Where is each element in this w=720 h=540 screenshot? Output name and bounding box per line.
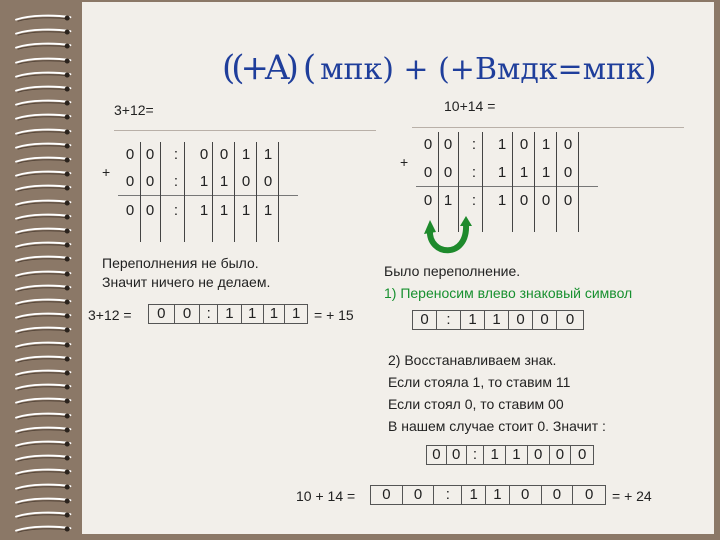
left-sum-line: [118, 195, 298, 196]
binder-ring-icon: [8, 397, 80, 405]
left-r1-digit: 1: [241, 146, 251, 163]
register-cell: 1: [291, 305, 301, 322]
left-r3-digit: 1: [219, 202, 229, 219]
binder-ring-icon: [8, 369, 80, 377]
binder-ring-icon: [8, 412, 80, 420]
right-r1-separator: :: [471, 136, 477, 153]
register-cell: 0: [565, 311, 575, 328]
step1-register: [412, 310, 584, 330]
right-r2-digit: 1: [519, 164, 529, 181]
register-separator: :: [467, 446, 485, 464]
left-r3-digit: 1: [199, 202, 209, 219]
right-r3-digit: 0: [519, 192, 529, 209]
right-r1-digit: 0: [443, 136, 453, 153]
right-r3-digit: 1: [443, 192, 453, 209]
binder-ring-icon: [8, 511, 80, 519]
binder-ring-icon: [8, 85, 80, 93]
binder-ring-icon: [8, 156, 80, 164]
register-cell: 1: [218, 305, 242, 323]
register-cell: 0: [149, 305, 175, 323]
right-col-divider: [482, 132, 483, 232]
register-cell: 0: [509, 311, 533, 329]
right-r2-digit: 0: [423, 164, 433, 181]
binder-ring-icon: [8, 99, 80, 107]
title-part-2: (: [302, 48, 313, 88]
left-r3-digit: 0: [125, 202, 135, 219]
right-r3-digit: 0: [541, 192, 551, 209]
right-r3-separator: :: [471, 192, 477, 209]
register-separator: :: [200, 305, 218, 323]
binder-ring-icon: [8, 241, 80, 249]
right-r2-separator: :: [471, 164, 477, 181]
right-plus-sign: +: [400, 154, 409, 170]
right-heading: 10+14 =: [444, 98, 496, 114]
binder-ring-icon: [8, 284, 80, 292]
left-col-divider: [140, 142, 141, 242]
left-plus-sign: +: [102, 164, 111, 180]
binder-ring-icon: [8, 270, 80, 278]
binder-ring-icon: [8, 255, 80, 263]
register-cell: 0: [584, 486, 594, 503]
left-r1-digit: 0: [199, 146, 209, 163]
binder-ring-icon: [8, 57, 80, 65]
binder-ring-icon: [8, 326, 80, 334]
right-r1-digit: 0: [519, 136, 529, 153]
left-r1-digit: 0: [145, 146, 155, 163]
left-r1-digit: 0: [125, 146, 135, 163]
step2-register: [426, 445, 594, 465]
register-cell: 0: [371, 486, 403, 504]
left-r1-digit: 0: [219, 146, 229, 163]
right-r2-digit: 0: [563, 164, 573, 181]
binder-ring-icon: [8, 298, 80, 306]
right-top-rule: [412, 127, 684, 128]
step-2-line-2: Если стояла 1, то ставим 11: [388, 374, 571, 390]
right-step-1: 1) Переносим влево знаковый символ: [384, 285, 633, 301]
left-r2-digit: 0: [241, 173, 251, 190]
right-col-divider: [556, 132, 557, 232]
right-r3-digit: 0: [563, 192, 573, 209]
left-r2-digit: 0: [263, 173, 273, 190]
binder-ring-icon: [8, 426, 80, 434]
right-r1-digit: 1: [541, 136, 551, 153]
right-r3-digit: 0: [423, 192, 433, 209]
binder-ring-icon: [8, 454, 80, 462]
register-cell: 1: [462, 486, 486, 504]
binder-ring-icon: [8, 71, 80, 79]
left-r2-digit: 0: [145, 173, 155, 190]
binder-ring-icon: [8, 440, 80, 448]
right-col-divider: [578, 132, 579, 232]
binder-ring-icon: [8, 113, 80, 121]
left-col-divider: [212, 142, 213, 242]
left-r2-separator: :: [173, 173, 179, 190]
left-result-suffix: = + 15: [314, 307, 354, 323]
register-cell: 1: [485, 311, 509, 329]
binder-ring-icon: [8, 497, 80, 505]
final-prefix: 10 + 14 =: [296, 488, 356, 504]
final-suffix: = + 24: [612, 488, 652, 504]
register-cell: 0: [175, 305, 201, 323]
right-col-divider: [512, 132, 513, 232]
register-cell: 0: [528, 446, 550, 464]
register-separator: :: [434, 486, 462, 504]
right-r2-digit: 0: [443, 164, 453, 181]
binder-ring-icon: [8, 341, 80, 349]
left-col-divider: [256, 142, 257, 242]
slide: [82, 2, 714, 534]
register-cell: 0: [550, 446, 572, 464]
title-part-3: мпк) + (+B: [320, 52, 497, 87]
left-top-rule: [114, 130, 376, 131]
left-col-divider: [160, 142, 161, 242]
step-2-line-3: Если стоял 0, то ставим 00: [388, 396, 564, 412]
register-cell: 1: [461, 311, 485, 329]
left-col-divider: [278, 142, 279, 242]
binder-ring-icon: [8, 383, 80, 391]
right-overflow-text: Было переполнение.: [384, 263, 521, 279]
register-cell: 0: [413, 311, 437, 329]
register-cell: 0: [403, 486, 435, 504]
binder-ring-icon: [8, 312, 80, 320]
left-r3-digit: 1: [263, 202, 273, 219]
register-cell: 1: [486, 486, 510, 504]
register-cell: 1: [484, 446, 506, 464]
title-part-4: мдк=мпк): [497, 52, 657, 87]
binder-ring-icon: [8, 468, 80, 476]
binder-ring-icon: [8, 525, 80, 533]
right-r3-digit: 1: [497, 192, 507, 209]
register-cell: 0: [542, 486, 574, 504]
slide-title: [222, 48, 656, 88]
right-r1-digit: 1: [497, 136, 507, 153]
register-cell: 1: [264, 305, 286, 323]
binder-ring-icon: [8, 128, 80, 136]
left-result-prefix: 3+12 =: [88, 307, 132, 323]
final-register: [370, 485, 606, 505]
left-r2-digit: 1: [219, 173, 229, 190]
step-2-line-1: 2) Восстанавливаем знак.: [388, 352, 557, 368]
register-separator: :: [437, 311, 461, 329]
register-cell: 0: [510, 486, 542, 504]
left-note-line-2: Значит ничего не делаем.: [102, 274, 271, 290]
binder-ring-icon: [8, 170, 80, 178]
binder-ring-icon: [8, 227, 80, 235]
binder-ring-icon: [8, 213, 80, 221]
binder-ring-icon: [8, 184, 80, 192]
register-cell: 1: [506, 446, 528, 464]
left-result-register: [148, 304, 308, 324]
binder-ring-icon: [8, 355, 80, 363]
step-2-line-4: В нашем случае стоит 0. Значит :: [388, 418, 606, 434]
left-col-divider: [184, 142, 185, 242]
binder-ring-icon: [8, 142, 80, 150]
title-part-1: ((+A): [222, 48, 295, 88]
register-cell: 0: [533, 311, 557, 329]
right-r1-digit: 0: [423, 136, 433, 153]
left-r1-separator: :: [173, 146, 179, 163]
right-r2-digit: 1: [541, 164, 551, 181]
register-cell: 0: [577, 446, 587, 463]
binder-ring-icon: [8, 483, 80, 491]
right-r2-digit: 1: [497, 164, 507, 181]
register-cell: 1: [242, 305, 264, 323]
right-col-divider: [534, 132, 535, 232]
left-col-divider: [234, 142, 235, 242]
register-cell: 0: [427, 446, 447, 464]
left-r3-digit: 1: [241, 202, 251, 219]
left-note-line-1: Переполнения не было.: [102, 255, 259, 271]
right-sum-line: [416, 186, 598, 187]
binder-ring-icon: [8, 199, 80, 207]
left-heading: 3+12=: [114, 102, 154, 118]
left-r2-digit: 1: [199, 173, 209, 190]
left-r3-separator: :: [173, 202, 179, 219]
left-r3-digit: 0: [145, 202, 155, 219]
left-r1-digit: 1: [263, 146, 273, 163]
register-cell: 0: [447, 446, 467, 464]
carry-arrow-icon: [424, 216, 476, 262]
binder-ring-icon: [8, 28, 80, 36]
binder-ring-icon: [8, 14, 80, 22]
right-r1-digit: 0: [563, 136, 573, 153]
binder-ring-icon: [8, 42, 80, 50]
left-r2-digit: 0: [125, 173, 135, 190]
